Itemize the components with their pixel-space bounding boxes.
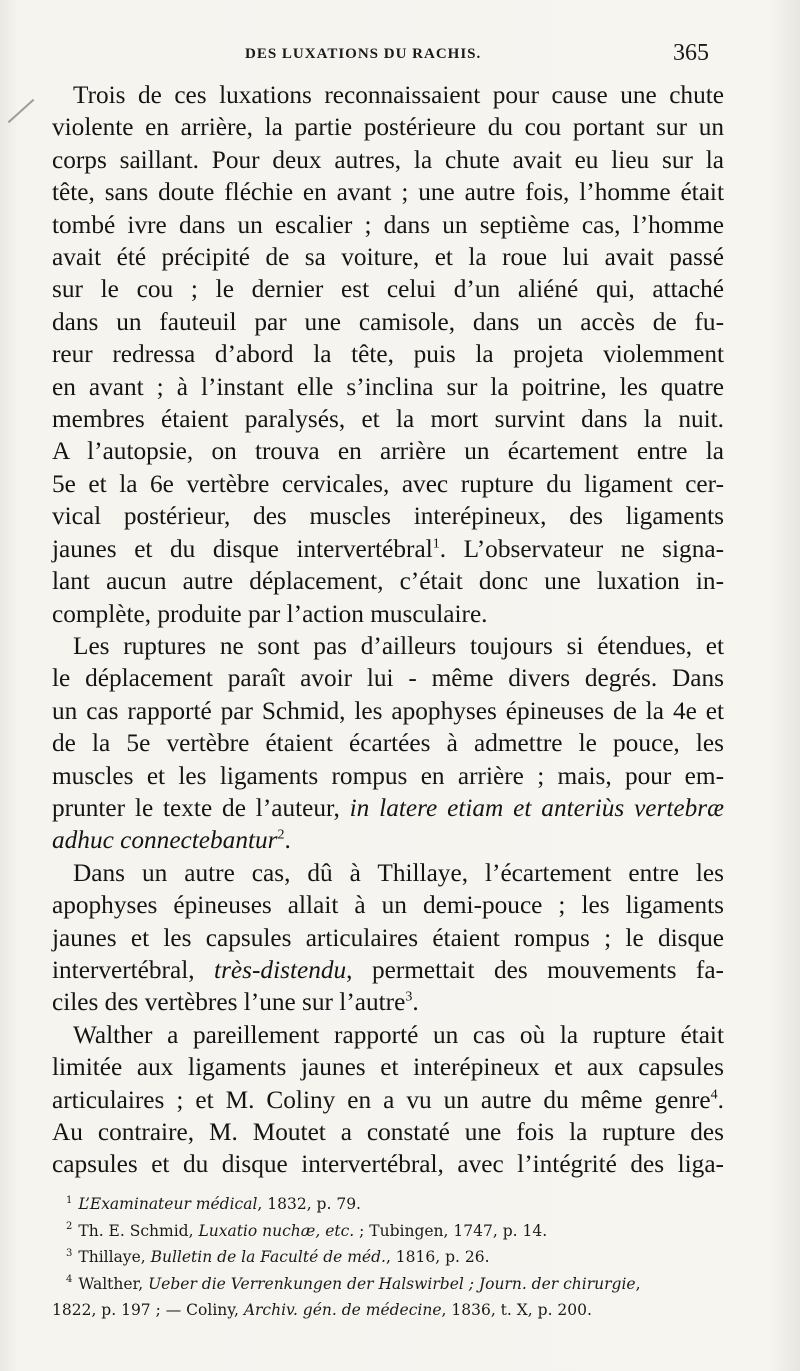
text-line: vical postérieur, des muscles interépineux, des ligaments [52,502,724,531]
page-header [0,38,800,72]
footnote-title: Bulletin de la Faculté de méd. [150,1248,386,1266]
paragraph-1 [52,79,724,630]
paragraph-3 [52,857,724,1019]
text-line: A l’autopsie, on trouva en arrière un écartement entre la [52,437,724,466]
margin-pen-mark [8,99,35,123]
text-segment: . [717,1085,724,1114]
footnote-ref: 3 [405,989,413,1005]
text-segment: intervertébral, [52,955,215,984]
footnote-text: 1822, p. 197 ; — Coliny, [52,1301,244,1319]
text-line: complète, produite par l’action musculaire. [52,599,488,628]
text-line: avait été précipité de sa voiture, et la roue lui avait passé [52,243,724,272]
footnote-text: , 1816, p. 26. [385,1248,490,1266]
text-segment: articulaires ; et M. Coliny en a vu un autre du même genre [52,1085,711,1114]
text-line: dans un fauteuil par une camisole, dans un accès de fu- [52,307,724,336]
text-line [52,792,724,824]
footnote-text: Walther, [78,1274,149,1293]
footnote-3 [52,1244,724,1271]
text-line: tombé ivre dans un escalier ; dans un septième cas, l’homme [52,210,724,239]
text-line: Au contraire, M. Moutet a constaté une fois la rupture des [52,1118,724,1146]
footnote-4 [52,1271,724,1298]
text-line: tête, sans doute fléchie en avant ; une autre fois, l’homme était [52,178,724,207]
footnote-text: Th. E. Schmid, [78,1221,199,1240]
text-line: le déplacement paraît avoir lui - même divers degrés. Dans [52,664,724,693]
text-line [52,1084,724,1116]
text-line: reur redressa d’abord la tête, puis la projeta violemment [52,340,724,369]
text-segment: . L’observateur ne signa- [439,534,724,563]
footnote-text: , 1832, p. 79. [257,1195,361,1213]
text-line [52,533,724,565]
text-segment: . [284,826,291,855]
footnote-number: 1 [66,1194,73,1206]
text-line: jaunes et les capsules articulaires étaient rompus ; le disque [52,923,724,952]
text-line: Walther a pareillement rapporté un cas où la rupture était [73,1020,724,1049]
text-line: 5e et la 6e vertèbre cervicales, avec rupture du ligament cer- [52,469,724,498]
footnote-1 [52,1191,724,1218]
footnote-text: Thillaye, [78,1248,151,1266]
paragraph-4 [52,1019,724,1181]
text-line: limitée aux ligaments jaunes et interépineux et aux capsules [52,1053,724,1082]
text-segment: ciles des vertèbres l’une sur l’autre [52,988,406,1017]
footnote-2 [52,1218,724,1245]
text-line: membres étaient paralysés, et la mort survint dans la nuit. [52,405,724,434]
footnote-ref: 4 [710,1087,718,1103]
text-line: lant aucun autre déplacement, c’était donc une luxation in- [52,567,724,596]
text-line: Trois de ces luxations reconnaissaient pour cause une chute [73,81,724,109]
text-segment: , permettait des mouvements fa- [346,955,724,984]
emphasis: très-distendu [214,955,347,984]
footnote-number: 2 [66,1221,73,1233]
text-line: de la 5e vertèbre étaient écartées à admettre le pouce, les [52,729,724,758]
text-line [52,824,724,856]
footnote-ref: 2 [277,827,285,843]
text-line: capsules et du disque intervertébral, avec l’intégrité des liga- [52,1150,724,1179]
footnote-4-continued [52,1297,724,1324]
text-line: Les ruptures ne sont pas d’ailleurs toujours si étendues, et [73,631,724,660]
text-segment: . [412,988,419,1017]
footnote-text: ; Tubingen, 1747, p. 14. [354,1221,548,1240]
footnote-number: 4 [66,1274,73,1286]
text-line: un cas rapporté par Schmid, les apophyses épineuses de la 4e et [52,696,724,725]
footnote-title: Ueber die Verrenkungen der Halswirbel ; Journ. der chirurgie [148,1274,636,1293]
main-text [52,79,724,1181]
footnote-title: Archiv. gén. de médecine [243,1301,442,1319]
footnote-text: , 1836, t. X, p. 200. [441,1301,592,1319]
text-line [52,986,724,1018]
text-line: apophyses épineuses allait à un demi-pouce ; les ligaments [52,891,724,920]
footnotes [52,1191,724,1324]
text-line: violente en arrière, la partie postérieure du cou portant sur un [52,113,724,142]
text-line [52,954,724,986]
footnote-ref: 1 [432,536,440,552]
footnote-title: L’Examinateur médical [78,1195,258,1213]
latin-quote: in latere etiam et anteriùs vertebræ [349,793,724,822]
text-line: corps saillant. Pour deux autres, la chute avait eu lieu sur la [52,145,724,174]
text-line: en avant ; à l’instant elle s’inclina sur la poitrine, les quatre [52,372,724,401]
latin-quote: adhuc connectebantur [52,826,278,855]
text-segment: jaunes et du disque intervertébral [52,534,433,563]
text-line: sur le cou ; le dernier est celui d’un aliéné qui, attaché [52,275,724,304]
footnote-number: 3 [66,1247,73,1259]
text-line: Dans un autre cas, dû à Thillaye, l’écartement entre les [73,858,724,887]
footnote-text: , [635,1274,641,1293]
text-line: muscles et les ligaments rompus en arrière ; mais, pour em- [52,761,724,790]
text-segment: prunter le texte de l’auteur, [52,793,350,822]
paragraph-2 [52,630,724,857]
running-head: DES LUXATIONS DU RACHIS. [245,46,482,62]
page-number: 365 [673,40,709,66]
footnote-title: Luxatio nuchæ, etc. [198,1221,355,1240]
